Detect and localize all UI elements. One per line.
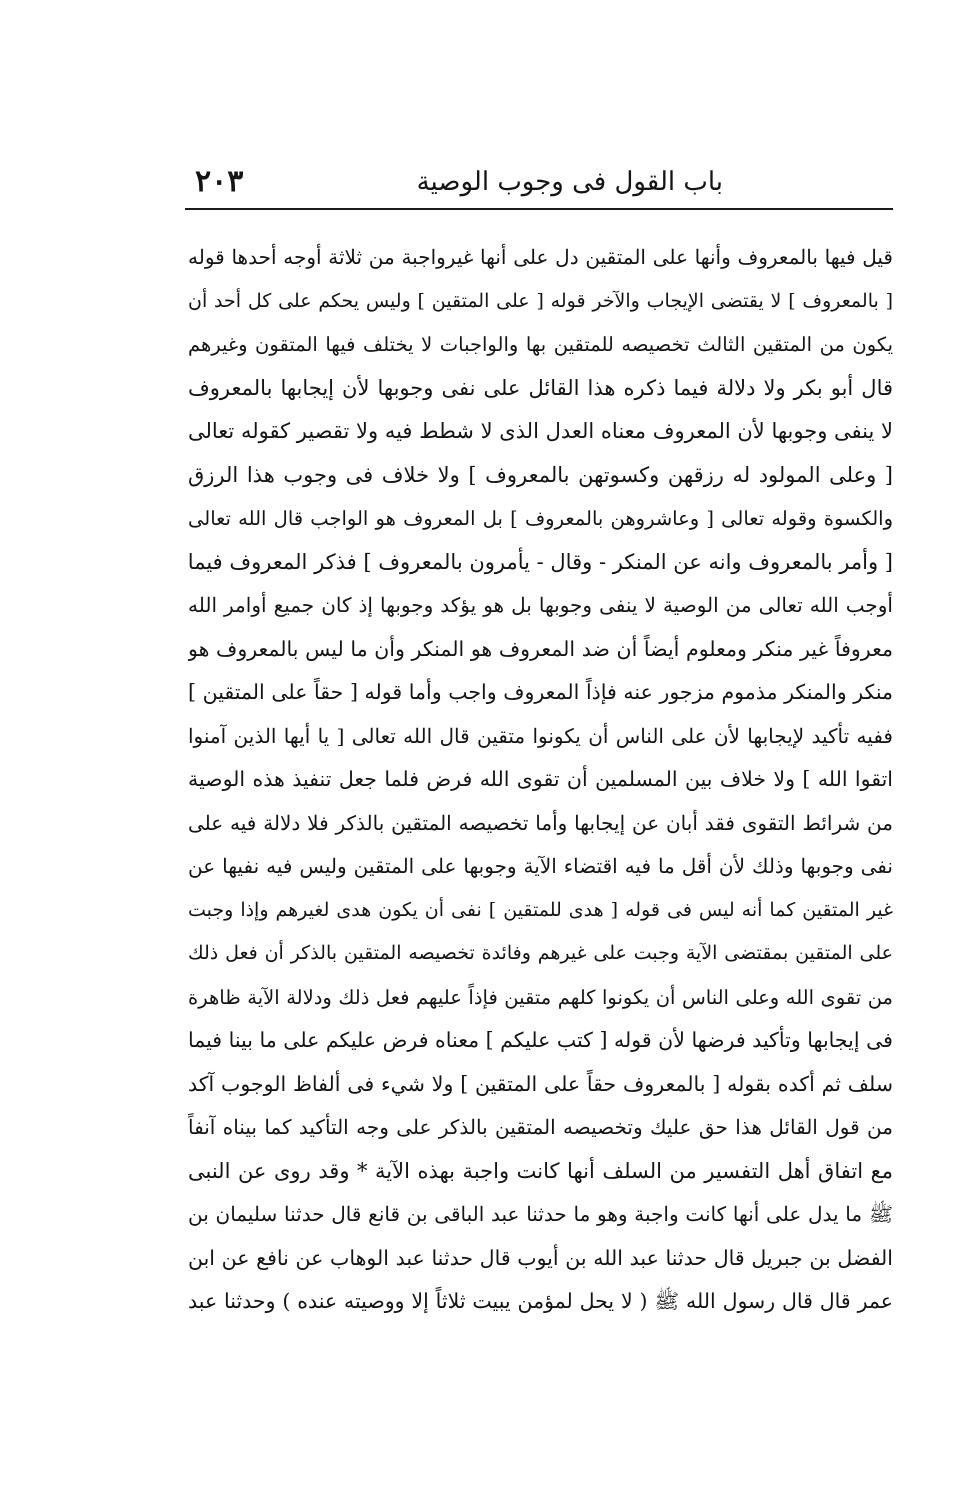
- page-number: ٢٠٣: [195, 164, 244, 199]
- text-line: معروفاً غير منكر ومعلوم أيضاً أن ضد المعروف هو المنكر وأن ما ليس بالمعروف هو: [188, 636, 893, 661]
- text-line: اتقوا الله ] ولا خلاف بين المسلمين أن تقوى الله فرض فلما جعل تنفيذ هذه الوصية: [188, 767, 893, 791]
- text-line: [ وعلى المولود له رزقهن وكسوتهن بالمعروف ] ولا خلاف فى وجوب هذا الرزق: [188, 462, 893, 487]
- text-line: والكسوة وقوله تعالى [ وعاشروهن بالمعروف ] بل المعروف هو الواجب قال الله تعالى: [188, 507, 893, 530]
- text-line: من شرائط التقوى فقد أبان عن إيجابها وأما تخصيصه المتقين بالذكر فلا دلالة فيه على: [188, 810, 893, 835]
- text-line: ففيه تأكيد لإيجابها لأن على الناس أن يكونوا متقين قال الله تعالى [ يا أيها الذين آمنوا: [188, 723, 893, 748]
- text-line: سلف ثم أكده بقوله [ بالمعروف حقاً على المتقين ] ولا شيء فى ألفاظ الوجوب آكد: [188, 1071, 893, 1096]
- text-line: قيل فيها بالمعروف وأنها على المتقين دل على أنها غيرواجبة من ثلاثة أوجه أحدها قوله: [188, 245, 893, 269]
- text-line: غير المتقين كما أنه ليس فى قوله [ هدى للمتقين ] نفى أن يكون هدى لغيرهم وإذا وجبت: [188, 898, 893, 921]
- body-text: [188, 236, 893, 1324]
- text-line: عمر قال قال رسول الله ﷺ ( لا يحل لمؤمن يبيت ثلاثاً إلا ووصيته عنده ) وحدثنا عبد: [188, 1289, 893, 1313]
- text-line: [ بالمعروف ] لا يقتضى الإيجاب والآخر قوله [ على المتقين ] وليس يحكم على كل أحد أن: [188, 289, 893, 312]
- text-line: على المتقين بمقتضى الآية وجبت على غيرهم وفائدة تخصيصه المتقين بالذكر أن فعل ذلك: [188, 942, 893, 964]
- running-title: باب القول فى وجوب الوصية: [416, 167, 723, 197]
- text-line: أوجب الله تعالى من الوصية لا ينفى وجوبها بل هو يؤكد وجوبها إذ كان جميع أوامر الله: [188, 593, 893, 617]
- text-line: يكون من المتقين الثالث تخصيصه للمتقين بها والواجبات لا يختلف فيها المتقون وغيرهم: [188, 333, 893, 356]
- text-line: نفى وجوبها وذلك لأن أقل ما فيه اقتضاء الآية وجوبها على المتقين وليس فيه نفيها عن: [188, 854, 893, 878]
- page-header: [185, 160, 893, 208]
- text-line: الفضل بن جبريل قال حدثنا عبد الله بن أيوب قال حدثنا عبد الوهاب عن نافع عن ابن: [188, 1245, 893, 1270]
- text-line: قال أبو بكر ولا دلالة فيما ذكره هذا القائل على نفى وجوبها لأن إيجابها بالمعروف: [188, 375, 893, 400]
- text-line: لا ينفى وجوبها لأن المعروف معناه العدل الذى لا شطط فيه ولا تقصير كقوله تعالى: [188, 419, 893, 443]
- text-line: مع اتفاق أهل التفسير من السلف أنها كانت واجبة بهذه الآية * وقد روى عن النبى: [188, 1158, 893, 1183]
- text-line: [ وأمر بالمعروف وانه عن المنكر - وقال - يأمرون بالمعروف ] فذكر المعروف فيما: [188, 549, 893, 574]
- text-line: من قول القائل هذا حق عليك وتخصيصه المتقين بالذكر على وجه التأكيد كما بيناه آنفاً: [188, 1115, 893, 1139]
- text-line: من تقوى الله وعلى الناس أن يكونوا كلهم متقين فإذاً عليهم فعل ذلك ودلالة الآية ظاهرة: [188, 985, 893, 1009]
- text-line: ﷺ ما يدل على أنها كانت واجبة وهو ما حدثنا عبد الباقى بن قانع قال حدثنا سليمان بن: [188, 1202, 893, 1226]
- text-line: منكر والمنكر مذموم مزجور عنه فإذاً المعروف واجب وأما قوله [ حقاً على المتقين ]: [188, 680, 893, 704]
- header-divider: [185, 208, 893, 210]
- text-line: فى إيجابها وتأكيد فرضها لأن قوله [ كتب عليكم ] معناه فرض عليكم على ما بينا فيما: [188, 1028, 893, 1052]
